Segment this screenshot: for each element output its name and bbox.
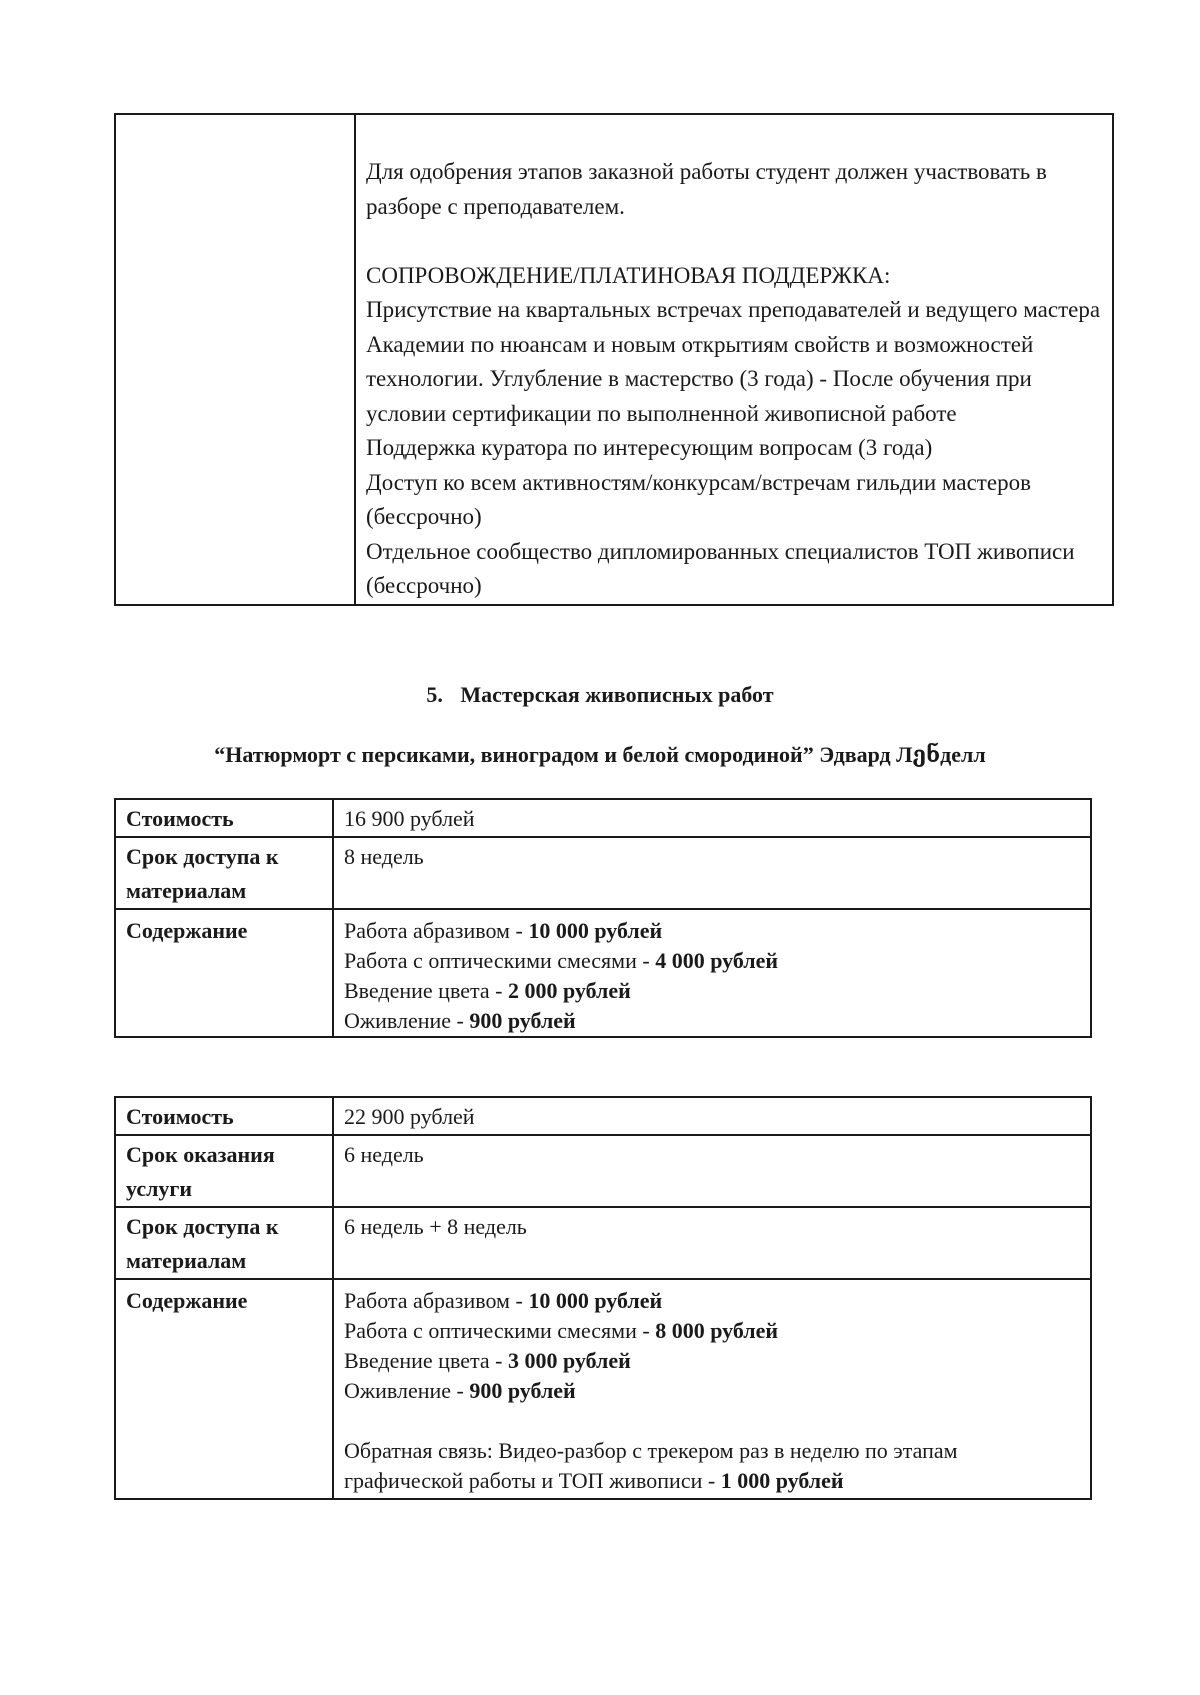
cost-label: Стоимость	[115, 799, 333, 837]
list-item: Введение цвета - 2 000 рублей	[344, 978, 631, 1003]
support-item: Отдельное сообщество дипломированных специалистов ТОП живописи (бессрочно)	[366, 538, 1075, 598]
support-item: Поддержка куратора по интересующим вопросам (3 года)	[366, 435, 933, 460]
cost-value: 22 900 рублей	[333, 1097, 1091, 1135]
access-value: 8 недель	[333, 837, 1091, 909]
list-item: Оживление - 900 рублей	[344, 1378, 576, 1403]
support-heading: СОПРОВОЖДЕНИЕ/ПЛАТИНОВАЯ ПОДДЕРЖКА:	[366, 262, 891, 288]
approval-paragraph: Для одобрения этапов заказной работы студент должен участвовать в разборе с преподавателем.	[366, 159, 1047, 219]
support-table	[114, 113, 1114, 606]
content-label: Содержание	[115, 1279, 333, 1499]
list-item: Оживление - 900 рублей	[344, 1008, 576, 1033]
list-item: Работа абразивом - 10 000 рублей	[344, 918, 663, 943]
section-title: Мастерская живописных работ	[460, 682, 774, 707]
table-row	[115, 1097, 1091, 1135]
content-list	[333, 909, 1091, 1037]
content-label: Содержание	[115, 909, 333, 1037]
support-item: Доступ ко всем активностям/конкурсам/встречам гильдии мастеров (бессрочно)	[366, 469, 1031, 529]
cost-value: 16 900 рублей	[333, 799, 1091, 837]
support-table-right-cell	[355, 114, 1113, 605]
table-row	[115, 909, 1091, 1037]
access-label: Срок доступа к материалам	[115, 1207, 333, 1279]
list-item: Работа абразивом - 10 000 рублей	[344, 1288, 663, 1313]
access-label: Срок доступа к материалам	[115, 837, 333, 909]
list-item: Введение цвета - 3 000 рублей	[344, 1348, 631, 1373]
table-row	[115, 837, 1091, 909]
table-row	[115, 1207, 1091, 1279]
service-value: 6 недель	[333, 1135, 1091, 1207]
section-heading	[0, 682, 1200, 708]
access-value: 6 недель + 8 недель	[333, 1207, 1091, 1279]
list-item: Работа с оптическими смесями - 4 000 рублей	[344, 948, 779, 973]
price-table-2	[114, 1096, 1092, 1500]
cost-label: Стоимость	[115, 1097, 333, 1135]
section-number: 5.	[426, 682, 443, 707]
table-row	[115, 1135, 1091, 1207]
feedback-item: Обратная связь: Видео-разбор с трекером раз в неделю по этапам графической работы и ТОП живописи - 1 000 рублей	[344, 1438, 958, 1493]
service-label: Срок оказания услуги	[115, 1135, 333, 1207]
price-table-1	[114, 798, 1092, 1038]
content-list	[333, 1279, 1091, 1499]
support-item: Присутствие на квартальных встречах преподавателей и ведущего мастера Академии по нюансам и новым открытиям свойств и возможностей технологии. Углубление в мастерство (3 года) - После обучения при условии сертификации по выполненной живописной работе	[366, 297, 1101, 426]
table-row	[115, 1279, 1091, 1499]
support-table-left-cell	[115, 114, 355, 605]
artwork-title: “Натюрморт с персиками, виноградом и белой смородиной” Эдвард Лენделл	[214, 742, 986, 767]
table-row	[115, 799, 1091, 837]
list-item: Работа с оптическими смесями - 8 000 рублей	[344, 1318, 779, 1343]
